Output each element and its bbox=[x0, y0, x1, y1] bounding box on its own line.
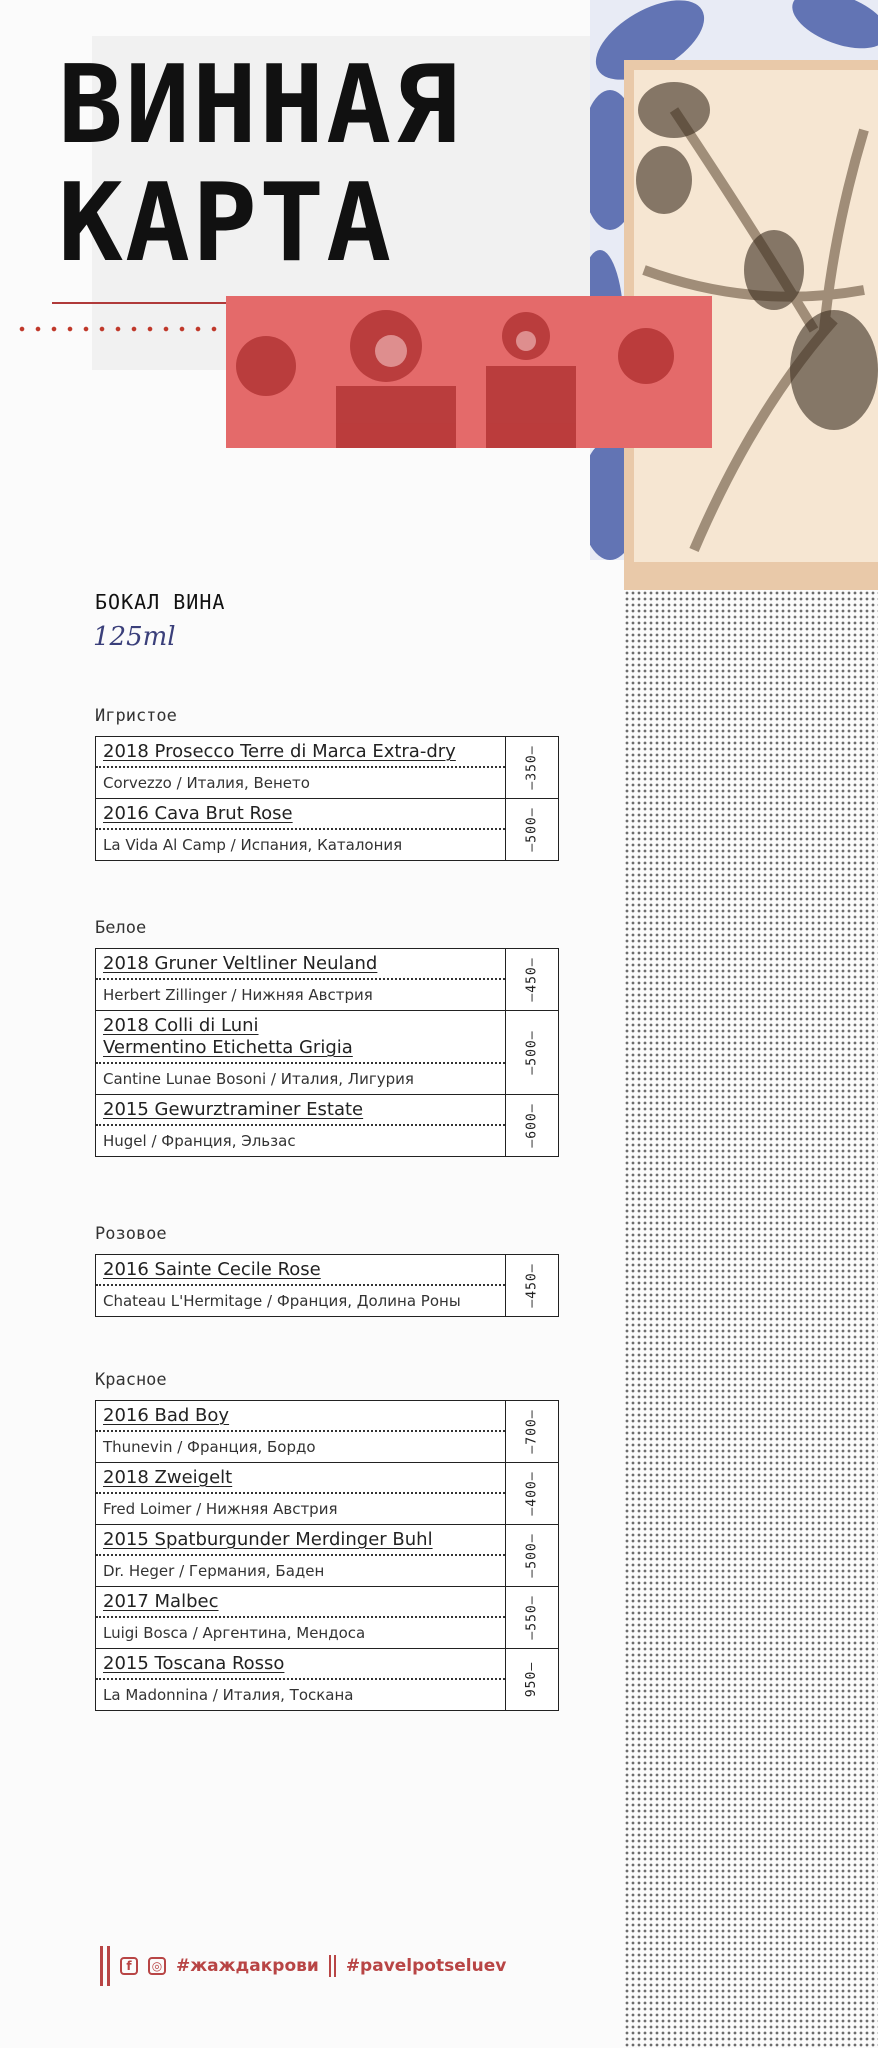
wine-name-line-2: Vermentino Etichetta Grigia bbox=[103, 1037, 353, 1058]
page-title-line-2: КАРТА bbox=[58, 161, 394, 286]
page-title-line-1: ВИННАЯ bbox=[58, 43, 461, 168]
red-tinted-photo bbox=[226, 296, 712, 448]
wine-producer: Corvezzo / Италия, Венето bbox=[103, 774, 310, 792]
wine-row bbox=[96, 1010, 558, 1094]
footer-separator bbox=[329, 1955, 336, 1977]
wine-producer: La Vida Al Camp / Испания, Каталония bbox=[103, 836, 403, 854]
instagram-icon[interactable]: ◎ bbox=[148, 1957, 166, 1975]
category-white-title: Белое bbox=[95, 918, 147, 938]
wine-producer: Herbert Zillinger / Нижняя Австрия bbox=[103, 986, 373, 1004]
wine-producer: Thunevin / Франция, Бордо bbox=[103, 1438, 316, 1456]
wine-row bbox=[96, 1462, 558, 1524]
wine-price: –500– bbox=[524, 807, 540, 852]
section-heading: БОКАЛ ВИНА bbox=[95, 590, 226, 614]
wine-price: –600– bbox=[524, 1103, 540, 1148]
wine-name: 2016 Cava Brut Rose bbox=[96, 799, 505, 830]
wine-row bbox=[96, 1401, 558, 1462]
wine-price: –500– bbox=[524, 1533, 540, 1578]
wine-name: 2016 Bad Boy bbox=[96, 1401, 505, 1432]
wine-price: –400– bbox=[524, 1471, 540, 1516]
category-rose-title: Розовое bbox=[95, 1224, 167, 1244]
wine-producer: Luigi Bosca / Аргентина, Мендоса bbox=[103, 1624, 366, 1642]
hashtag-link[interactable]: #pavelpotseluev bbox=[345, 1956, 507, 1976]
wine-price: –700– bbox=[524, 1409, 540, 1454]
wine-row bbox=[96, 1094, 558, 1156]
wine-row bbox=[96, 1255, 558, 1316]
wine-table-rose bbox=[95, 1254, 559, 1317]
wine-producer: Cantine Lunae Bosoni / Италия, Лигурия bbox=[103, 1070, 414, 1088]
footer bbox=[100, 1946, 506, 1986]
wine-price: –550– bbox=[524, 1595, 540, 1640]
wine-price: –450– bbox=[524, 1263, 540, 1308]
wine-producer: Fred Loimer / Нижняя Австрия bbox=[103, 1500, 338, 1518]
category-red-title: Красное bbox=[95, 1370, 167, 1390]
wine-row bbox=[96, 1524, 558, 1586]
wine-row bbox=[96, 1586, 558, 1648]
wine-row bbox=[96, 949, 558, 1010]
wine-name: 2016 Sainte Cecile Rose bbox=[96, 1255, 505, 1286]
glass-volume: 125ml bbox=[93, 622, 176, 652]
wine-table-sparkling bbox=[95, 736, 559, 861]
wine-producer: Hugel / Франция, Эльзас bbox=[103, 1132, 296, 1150]
wine-name: 2018 Gruner Veltliner Neuland bbox=[96, 949, 505, 980]
wine-row bbox=[96, 1648, 558, 1710]
footer-bars bbox=[100, 1946, 110, 1986]
wine-price: –350– bbox=[524, 745, 540, 790]
wine-row bbox=[96, 737, 558, 798]
wine-name: 2018 Prosecco Terre di Marca Extra-dry bbox=[96, 737, 505, 768]
red-divider-line bbox=[52, 302, 226, 304]
wine-name-line-1: 2018 Colli di Luni bbox=[103, 1015, 259, 1036]
wine-name: 2018 Zweigelt bbox=[96, 1463, 505, 1494]
hashtag-link[interactable]: #жаждакрови bbox=[176, 1956, 319, 1976]
wine-name: 2017 Malbec bbox=[96, 1587, 505, 1618]
wine-price: 950– bbox=[524, 1661, 540, 1698]
wine-table-white bbox=[95, 948, 559, 1157]
wine-name: 2015 Toscana Rosso bbox=[96, 1649, 505, 1680]
facebook-icon[interactable]: f bbox=[120, 1957, 138, 1975]
red-dotted-line bbox=[14, 326, 234, 332]
wine-name bbox=[96, 1011, 505, 1064]
wine-producer: La Madonnina / Италия, Тоскана bbox=[103, 1686, 354, 1704]
wine-price: –500– bbox=[524, 1030, 540, 1075]
wine-row bbox=[96, 798, 558, 860]
category-sparkling-title: Игристое bbox=[95, 706, 177, 726]
wine-table-red bbox=[95, 1400, 559, 1711]
wine-name: 2015 Gewurztraminer Estate bbox=[96, 1095, 505, 1126]
halftone-pattern bbox=[624, 590, 878, 2048]
wine-name: 2015 Spatburgunder Merdinger Buhl bbox=[96, 1525, 505, 1556]
wine-price: –450– bbox=[524, 957, 540, 1002]
wine-producer: Chateau L'Hermitage / Франция, Долина Роны bbox=[103, 1292, 461, 1310]
wine-producer: Dr. Heger / Германия, Баден bbox=[103, 1562, 325, 1580]
